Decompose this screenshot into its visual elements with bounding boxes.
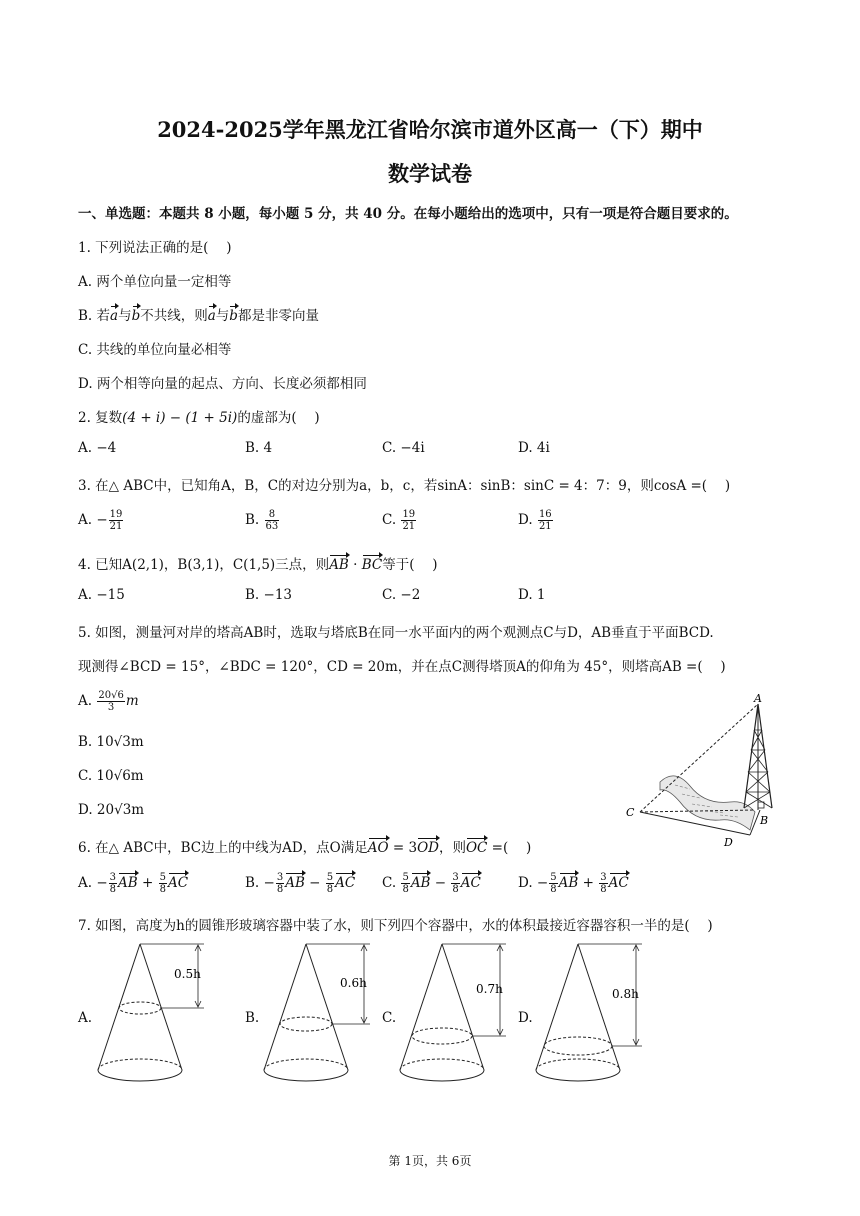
cone-base-back — [536, 1059, 620, 1070]
cone-c — [396, 940, 516, 1088]
denominator: 8 — [159, 884, 166, 895]
q6-option-a — [78, 872, 188, 895]
q1-b-text: 与 — [118, 308, 132, 324]
q3-option-d — [518, 509, 554, 532]
denominator: 21 — [402, 521, 416, 532]
water-level — [119, 1002, 161, 1014]
numerator: 3 — [600, 872, 607, 883]
equals-operator: = 3 — [388, 840, 418, 856]
q7-stem: 7. 如图，高度为h的圆锥形玻璃容器中装了水，则下列四个容器中，水的体积最接近容器容积一半的是( ) — [78, 918, 713, 934]
vector-ab: AB — [118, 875, 138, 891]
fraction — [538, 509, 553, 532]
q1-b-text: 都是非零向量 — [237, 308, 319, 324]
denominator: 8 — [600, 884, 607, 895]
q6-option-c — [382, 872, 481, 895]
numerator: 3 — [452, 872, 459, 883]
vector-ac: AC — [335, 875, 356, 891]
cone-base-back — [264, 1059, 348, 1070]
label-b: B — [760, 814, 769, 827]
q2-option-a: A. −4 — [78, 440, 117, 456]
q1-b-text: 与 — [215, 308, 230, 324]
vector-ab: AB — [285, 875, 305, 891]
fraction — [599, 872, 607, 895]
cone-b — [260, 940, 380, 1088]
label-a: A — [754, 692, 762, 705]
q5-option-c: C. 10√6m — [78, 768, 144, 784]
q3-c-label: C. — [382, 512, 401, 528]
denominator: 8 — [402, 884, 409, 895]
operator: + — [137, 875, 158, 891]
denominator: 21 — [109, 521, 123, 532]
cone-side — [306, 944, 348, 1070]
denominator: 8 — [276, 884, 284, 895]
vector-oc: OC — [465, 840, 488, 856]
q3-option-c — [382, 509, 417, 532]
fraction — [265, 509, 280, 532]
cone-d — [532, 940, 652, 1088]
label-c: C — [626, 806, 635, 819]
page-footer: 第 1页，共 6页 — [388, 1154, 472, 1168]
cone-a — [94, 940, 214, 1088]
q1-option-b — [78, 304, 319, 324]
cone-base-front — [536, 1070, 620, 1081]
cone-side — [578, 944, 620, 1070]
title-line-1: 2024-2025学年黑龙江省哈尔滨市道外区高一（下）期中 — [157, 117, 703, 142]
height-label: 0.6h — [340, 976, 367, 990]
q5-a-label: A. — [78, 693, 97, 709]
option-label: C. — [382, 875, 401, 891]
q7-option-c-label: C. — [382, 1010, 397, 1026]
fraction — [109, 872, 117, 895]
q4-stem-text: 4. 已知A(2,1)，B(3,1)，C(1,5)三点，则 — [78, 557, 330, 573]
q2-stem-text: 的虚部为( ) — [237, 410, 320, 426]
q6-stem — [78, 836, 531, 856]
q5-line-1: 5. 如图，测量河对岸的塔高AB时，选取与塔底B在同一水平面内的两个观测点C与D，AB垂直于平面BCD. — [78, 625, 714, 641]
numerator: 5 — [326, 872, 334, 883]
q1-option-d: D. 两个相等向量的起点、方向、长度必须都相同 — [78, 376, 367, 392]
water-level — [544, 1037, 612, 1055]
cone-base-front — [264, 1070, 348, 1081]
denominator: 8 — [109, 884, 117, 895]
fraction — [451, 872, 459, 895]
vector-ao: AO — [367, 840, 389, 856]
q4-option-c: C. −2 — [382, 587, 421, 603]
q1-option-a: A. 两个单位向量一定相等 — [78, 274, 232, 290]
fraction — [159, 872, 167, 895]
numerator: 20√6 — [98, 690, 124, 701]
q5-option-d: D. 20√3m — [78, 802, 145, 818]
fraction — [276, 872, 284, 895]
denominator: 8 — [550, 884, 557, 895]
fraction — [97, 690, 124, 713]
numerator: 5 — [402, 872, 409, 883]
cone-side — [536, 944, 578, 1070]
q1-b-text: B. 若 — [78, 308, 111, 324]
numerator: 3 — [109, 872, 117, 883]
cone-side — [264, 944, 306, 1070]
q1-stem: 1. 下列说法正确的是( ) — [78, 240, 232, 256]
numerator: 8 — [265, 509, 280, 521]
fraction — [326, 872, 334, 895]
denominator: 63 — [265, 521, 279, 532]
cone-side — [400, 944, 442, 1070]
label-d: D — [724, 836, 733, 849]
q5-line-2: 现测得∠BCD = 15°，∠BDC = 120°，CD = 20m，并在点C测得塔顶A的仰角为 45°，则塔高AB =( ) — [78, 659, 726, 675]
q6-stem-text: 6. 在△ ABC中，BC边上的中线为AD，点O满足 — [78, 840, 368, 856]
vector-a: a — [110, 308, 119, 324]
cone-base-front — [400, 1070, 484, 1081]
q6-option-b — [245, 872, 355, 895]
q4-stem-text: 等于( ) — [382, 557, 438, 573]
cone-base-front — [98, 1070, 182, 1081]
option-label: D. − — [518, 875, 549, 891]
denominator: 8 — [326, 884, 334, 895]
water-level — [280, 1017, 332, 1031]
vector-ab: AB — [410, 875, 431, 891]
fraction — [109, 509, 124, 532]
height-label: 0.8h — [612, 987, 639, 1001]
option-label: B. − — [245, 875, 275, 891]
q3-d-label: D. — [518, 512, 537, 528]
q4-stem — [78, 553, 438, 573]
q3-stem: 3. 在△ ABC中，已知角A，B，C的对边分别为a，b，c，若sinA：sinB：sinC = 4：7：9，则cosA =( ) — [78, 478, 731, 494]
numerator: 5 — [550, 872, 557, 883]
section-header: 一、单选题：本题共 8 小题，每小题 5 分，共 40 分。在每小题给出的选项中，只有一项是符合题目要求的。 — [78, 206, 738, 222]
fraction — [401, 872, 409, 895]
q2-math: (4 + i) − (1 + 5i) — [122, 410, 238, 426]
q2-option-c: C. −4i — [382, 440, 425, 456]
numerator: 5 — [159, 872, 166, 883]
q1-b-text: 不共线，则 — [140, 308, 208, 324]
operator: − — [430, 875, 451, 891]
numerator: 19 — [109, 509, 123, 520]
q6-option-d — [518, 872, 629, 895]
q4-option-b: B. −13 — [245, 587, 292, 603]
q7-option-b-label: B. — [245, 1010, 260, 1026]
q3-b-label: B. — [245, 512, 264, 528]
denominator: 3 — [107, 702, 115, 713]
operator: + — [578, 875, 599, 891]
vector-b: b — [131, 308, 141, 324]
q3-option-a — [78, 509, 124, 532]
option-label: A. − — [78, 875, 108, 891]
vector-ab: AB — [329, 557, 349, 573]
q4-option-d: D. 1 — [518, 587, 546, 603]
vector-ab: AB — [558, 875, 579, 891]
water-level — [412, 1028, 472, 1044]
q2-option-b: B. 4 — [245, 440, 273, 456]
operator: − — [304, 875, 325, 891]
vector-ac: AC — [608, 875, 629, 891]
cone-side — [140, 944, 182, 1070]
numerator: 16 — [538, 509, 552, 520]
q7-option-d-label: D. — [518, 1010, 533, 1026]
height-label: 0.7h — [476, 982, 503, 996]
river — [660, 776, 755, 830]
unit: m — [125, 693, 139, 709]
q1-option-c: C. 共线的单位向量必相等 — [78, 342, 232, 358]
q3-option-b — [245, 509, 280, 532]
numerator: 19 — [402, 509, 416, 520]
vector-ac: AC — [167, 875, 189, 891]
q5-option-a — [78, 690, 139, 713]
tower-figure — [620, 690, 790, 852]
q7-option-a-label: A. — [78, 1010, 93, 1026]
q2-stem-text: 2. 复数 — [78, 410, 123, 426]
q4-option-a: A. −15 — [78, 587, 125, 603]
vector-bc: BC — [361, 557, 383, 573]
q5-option-b: B. 10√3m — [78, 734, 144, 750]
denominator: 21 — [538, 521, 552, 532]
cone-base-back — [400, 1059, 484, 1070]
q2-option-d: D. 4i — [518, 440, 550, 456]
q6-stem-text: =( ) — [487, 840, 532, 856]
cone-side — [442, 944, 484, 1070]
vector-od: OD — [417, 840, 439, 856]
title-line-2: 数学试卷 — [388, 161, 472, 186]
fraction — [401, 509, 416, 532]
vector-b: b — [229, 308, 238, 324]
dot-operator: · — [348, 557, 362, 573]
q3-a-label: A. − — [78, 512, 108, 528]
vector-a: a — [207, 308, 216, 324]
fraction — [549, 872, 557, 895]
q2-stem — [78, 406, 320, 426]
cone-base-back — [98, 1059, 182, 1070]
height-label: 0.5h — [174, 967, 201, 981]
denominator: 8 — [452, 884, 459, 895]
q6-stem-text: ，则 — [438, 840, 466, 856]
vector-ac: AC — [460, 875, 481, 891]
numerator: 3 — [276, 872, 284, 883]
